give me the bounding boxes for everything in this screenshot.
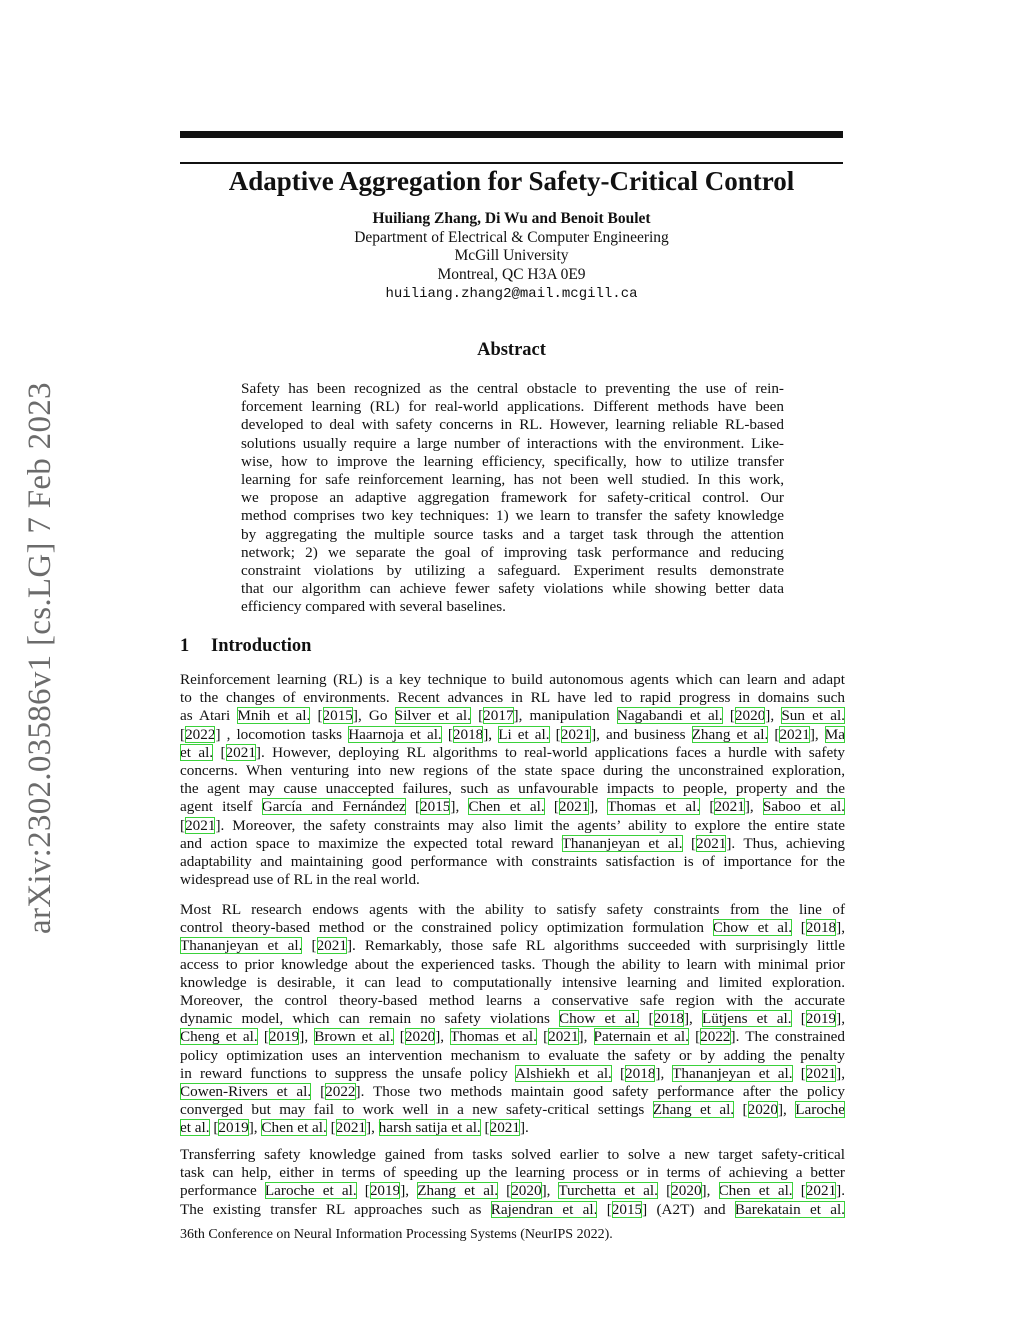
paragraph-text: [ <box>405 798 421 816</box>
citation-link[interactable]: 2018 <box>625 1064 656 1082</box>
paragraph-text: [ <box>257 1028 269 1046</box>
paragraph-text: [ <box>597 1200 612 1218</box>
citation-link[interactable]: Thomas et al. <box>607 798 701 816</box>
citation-link[interactable]: 2021 <box>316 937 347 955</box>
citation-link[interactable]: Zhang et al. <box>691 725 769 743</box>
paragraph-text: [ <box>536 1028 549 1046</box>
citation-link[interactable]: 2022 <box>325 1083 356 1101</box>
conference-footnote: 36th Conference on Neural Information Processing Systems (NeurIPS 2022). <box>180 1227 613 1242</box>
paragraph-line <box>180 1065 845 1083</box>
abstract-line: Safety has been recognized as the central obstacle to preventing the use of rein- <box>241 380 784 397</box>
paragraph-text: [ <box>611 1064 626 1082</box>
abstract-line: solutions usually require a large number of interactions with the environment. Like- <box>241 434 784 452</box>
abstract-body <box>241 380 784 617</box>
paragraph-text: [ <box>792 919 806 937</box>
paragraph-text: [ <box>311 1083 326 1101</box>
paragraph-text: knowledge is desirable, it can lead to computationally intensive learning and limited exploration. <box>180 973 845 991</box>
citation-link[interactable]: Laroche <box>795 1101 845 1119</box>
paragraph-text: concerns. When venturing into new regions of the state space during the unconstrained exploration, <box>180 762 845 780</box>
paragraph-text: and action space to maximize the expected total reward <box>180 834 562 852</box>
arxiv-stamp: arXiv:2302.03586v1 [cs.LG] 7 Feb 2023 <box>22 382 58 934</box>
section-title: Introduction <box>211 636 312 656</box>
paragraph-line <box>180 871 845 889</box>
abstract-line: method comprises two key techniques: 1) we learn to transfer the safety knowledge <box>241 507 784 525</box>
paragraph-text: [ <box>326 1119 336 1137</box>
paragraph-text: [ <box>393 1028 405 1046</box>
paragraph-text: ], Go <box>352 707 395 725</box>
citation-link[interactable]: Turchetta et al. <box>558 1182 658 1200</box>
citation-link[interactable]: 2020 <box>511 1182 542 1200</box>
paragraph-text: ], <box>589 798 608 816</box>
paragraph-text: The existing transfer RL approaches such as <box>180 1200 491 1218</box>
paragraph-text: [ <box>180 816 186 834</box>
citation-link[interactable]: 2020 <box>404 1028 436 1046</box>
section-heading <box>180 634 311 658</box>
citation-link[interactable]: 2021 <box>805 1064 837 1082</box>
citation-link[interactable]: 2018 <box>805 919 837 937</box>
paragraph-text: [ <box>657 1182 672 1200</box>
abstract-line: learning for safe reinforcement learning, has not been well studied. In this work, <box>241 471 784 489</box>
citation-link[interactable]: Chow et al. <box>559 1010 640 1028</box>
paragraph-text: control theory-based method or the constrained policy optimization formulation <box>180 919 713 937</box>
paragraph-text: dynamic model, which can remain no safety violations <box>180 1010 560 1028</box>
abstract-line: network; 2) we separate the goal of improving task performance and reducing <box>241 543 784 561</box>
paragraph-line <box>180 817 845 835</box>
citation-link[interactable]: Haarnoja et al. <box>348 725 442 743</box>
citation-link[interactable]: Thananjeyan et al. <box>672 1064 793 1082</box>
citation-link[interactable]: Thananjeyan et al. <box>180 937 303 955</box>
paragraph-text: [ <box>213 743 226 761</box>
intro-paragraph-3 <box>180 1146 845 1219</box>
citation-link[interactable]: Zhang et al. <box>652 1101 735 1119</box>
citation-link[interactable]: et al. <box>180 743 214 761</box>
abstract-line: forcement learning (RL) for real-world applications. Different methods have been <box>241 398 784 416</box>
paragraph-text: [ <box>700 798 715 816</box>
paragraph-line <box>180 726 845 744</box>
author-city: Montreal, QC H3A 0E9 <box>437 265 586 283</box>
paragraph-text: [ <box>310 707 323 725</box>
paper-title: Adaptive Aggregation for Safety-Critical Control <box>228 166 795 196</box>
citation-link[interactable]: Barekatain et al. <box>734 1200 845 1218</box>
paragraph-line <box>180 707 845 725</box>
intro-paragraph-1 <box>180 671 845 889</box>
citation-link[interactable]: 2015 <box>420 798 451 816</box>
paragraph-line <box>180 919 845 937</box>
paragraph-line <box>180 1101 845 1119</box>
paragraph-text: ], <box>248 1119 262 1137</box>
paragraph-text: [ <box>792 1182 806 1200</box>
paragraph-text: ], <box>777 1101 796 1119</box>
paragraph-text: ], <box>655 1064 673 1082</box>
paragraph-text: [ <box>688 1028 701 1046</box>
paragraph-text: agent itself <box>180 798 262 816</box>
abstract-line: by aggregating the multiple source tasks and a target task through the attention <box>241 525 784 543</box>
paragraph-text: [ <box>356 1182 370 1200</box>
paragraph-text: ], <box>836 1064 845 1082</box>
citation-link[interactable]: Paternain et al. <box>593 1028 689 1046</box>
paragraph-line <box>180 798 845 816</box>
paragraph-text: [ <box>441 725 453 743</box>
paragraph-line <box>180 689 845 707</box>
paragraph-text: Most RL research endows agents with the ability to satisfy safety constraints from the line of <box>180 901 845 918</box>
citation-link[interactable]: Mnih et al. <box>237 707 311 725</box>
citation-link[interactable]: Chen et al. <box>468 798 545 816</box>
paragraph-text: [ <box>791 1010 806 1028</box>
citation-link[interactable]: 2021 <box>185 816 216 834</box>
citation-link[interactable]: 2022 <box>700 1028 731 1046</box>
paragraph-text: Reinforcement learning (RL) is a key technique to build autonomous agents which can learn and adapt <box>180 671 845 688</box>
paragraph-line <box>180 1146 845 1164</box>
paragraph-text: ]. <box>836 1182 846 1200</box>
citation-link[interactable]: 2020 <box>734 707 766 725</box>
citation-link[interactable]: 2021 <box>696 834 727 852</box>
paragraph-text: ], <box>701 1182 719 1200</box>
paragraph-text: task can help, either in terms of speeding up the learning process or in terms of achieving a better <box>180 1164 845 1182</box>
paragraph-text: [ <box>498 1182 512 1200</box>
citation-link[interactable]: 2021 <box>558 798 590 816</box>
paragraph-line <box>180 937 845 955</box>
paragraph-line <box>180 992 845 1010</box>
paragraph-line <box>180 901 845 919</box>
abstract-line: constraint violations by utilizing a safeguard. Experiment results demonstrate <box>241 562 784 580</box>
paragraph-text: widespread use of RL in the real world. <box>180 871 420 889</box>
citation-link[interactable]: 2018 <box>653 1010 684 1028</box>
paragraph-text: ]. Thus, achieving <box>726 834 845 852</box>
paragraph-text: ], <box>366 1119 379 1137</box>
citation-link[interactable]: Brown et al. <box>314 1028 394 1046</box>
paragraph-text: ], <box>450 798 469 816</box>
citation-link[interactable]: 2021 <box>714 798 745 816</box>
paragraph-text: policy optimization uses an intervention mechanism to evaluate the safety or by adding the penalty <box>180 1046 845 1064</box>
citation-link[interactable]: Nagabandi et al. <box>616 707 723 725</box>
paragraph-text: ], <box>400 1182 418 1200</box>
citation-link[interactable]: 2021 <box>805 1182 837 1200</box>
author-university: McGill University <box>454 247 569 264</box>
abstract-heading: Abstract <box>477 340 546 360</box>
paragraph-text: ]. However, deploying RL algorithms to real-world applications faces a hurdle with safety <box>255 743 846 761</box>
paragraph-text: [ <box>549 725 561 743</box>
citation-link[interactable]: Thananjeyan et al. <box>561 834 683 852</box>
citation-link[interactable]: Laroche et al. <box>264 1182 357 1200</box>
citation-link[interactable]: Rajendran et al. <box>490 1200 598 1218</box>
citation-link[interactable]: Chen et al. <box>261 1119 327 1137</box>
citation-link[interactable]: 2019 <box>369 1182 401 1200</box>
paragraph-text: ], <box>541 1182 559 1200</box>
paragraph-text: performance <box>180 1182 265 1200</box>
paragraph-text: [ <box>302 937 317 955</box>
citation-link[interactable]: Ma <box>824 725 845 743</box>
citation-link[interactable]: 2021 <box>560 725 592 743</box>
citation-link[interactable]: 2022 <box>185 725 216 743</box>
paragraph-text: ], <box>299 1028 315 1046</box>
paragraph-line <box>180 1028 845 1046</box>
paragraph-text: ], <box>435 1028 450 1046</box>
paragraph-text: [ <box>722 707 735 725</box>
paragraph-line <box>180 835 845 853</box>
citation-link[interactable]: harsh satija et al. <box>378 1119 481 1137</box>
paragraph-text: ] (A2T) and <box>642 1200 735 1218</box>
citation-link[interactable]: Chen et al. <box>718 1182 793 1200</box>
abstract-line: we propose an adaptive aggregation framework for safety-critical control. Our <box>241 489 784 507</box>
paragraph-line <box>180 1047 845 1065</box>
citation-link[interactable]: 2017 <box>483 707 514 725</box>
citation-link[interactable]: 2019 <box>268 1028 300 1046</box>
paragraph-text: [ <box>470 707 484 725</box>
citation-link[interactable]: 2021 <box>779 725 810 743</box>
paragraph-line <box>180 671 845 689</box>
citation-link[interactable]: Lütjens et al. <box>701 1010 792 1028</box>
paragraph-line <box>180 762 845 780</box>
paragraph-line <box>180 1164 845 1182</box>
citation-link[interactable]: Zhang et al. <box>417 1182 498 1200</box>
paragraph-text: in reward functions to suppress the unsafe policy <box>180 1064 516 1082</box>
paragraph-text: [ <box>209 1119 219 1137</box>
paragraph-text: converged but may fail to work well in a new safety-critical settings <box>180 1101 653 1119</box>
paragraph-text: ], <box>578 1028 594 1046</box>
paragraph-text: ], <box>744 798 763 816</box>
intro-paragraph-2 <box>180 901 845 1138</box>
paragraph-text: ]. Remarkably, those safe RL algorithms succeeded with surprisingly little <box>346 937 845 955</box>
paragraph-line <box>180 974 845 992</box>
author-department: Department of Electrical & Computer Engineering <box>354 228 669 246</box>
paragraph-text: ] , locomotion tasks <box>215 725 349 743</box>
citation-link[interactable]: 2021 <box>225 743 256 761</box>
paragraph-line <box>180 1010 845 1028</box>
author-email[interactable]: huiliang.zhang2@mail.mcgill.ca <box>385 286 638 302</box>
paragraph-text: Moreover, the control theory-based method learns a conservative safe region with the accurate <box>180 992 845 1010</box>
citation-link[interactable]: Silver et al. <box>394 707 471 725</box>
citation-link[interactable]: Saboo et al. <box>762 798 845 816</box>
paragraph-text: [ <box>180 725 186 743</box>
paragraph-text: ], <box>765 707 782 725</box>
citation-link[interactable]: 2020 <box>671 1182 702 1200</box>
paragraph-text: ], <box>836 1010 845 1028</box>
paragraph-line <box>180 1083 845 1101</box>
paragraph-text: ], and business <box>591 725 692 743</box>
citation-link[interactable]: Li et al. <box>498 725 550 743</box>
citation-link[interactable]: 2020 <box>747 1101 778 1119</box>
paragraph-text: to the changes of environments. Recent advances in RL have led to rapid progress in domains such <box>180 689 845 707</box>
abstract-line: that our algorithm can achieve fewer safety violations while showing better data <box>241 580 784 598</box>
paragraph-text: [ <box>480 1119 490 1137</box>
section-number: 1 <box>180 636 190 656</box>
paragraph-line <box>180 1201 845 1219</box>
paragraph-text: ]. The constrained <box>730 1028 846 1046</box>
citation-link[interactable]: 2021 <box>548 1028 579 1046</box>
citation-link[interactable]: García and Fernández <box>261 798 406 816</box>
paragraph-text: ]. Moreover, the safety constraints may also limit the agents’ ability to explore the entire state <box>215 816 845 834</box>
paragraph-text: ], <box>483 725 499 743</box>
paragraph-text: ], <box>836 919 845 937</box>
paragraph-line <box>180 1182 845 1200</box>
paragraph-text: Transferring safety knowledge gained from tasks solved earlier to solve a new target safety-critical <box>180 1146 845 1163</box>
paragraph-text: [ <box>682 834 696 852</box>
citation-link[interactable]: Chow et al. <box>712 919 793 937</box>
abstract-line: wise, how to improve the learning efficiency, specifically, how to utilize transfer <box>241 452 784 470</box>
paragraph-text: ], <box>683 1010 702 1028</box>
paragraph-text: [ <box>639 1010 654 1028</box>
paragraph-text: ]. Those two methods maintain good safety performance after the policy <box>355 1083 845 1101</box>
citation-link[interactable]: 2019 <box>218 1119 249 1137</box>
paragraph-text: [ <box>544 798 559 816</box>
paragraph-line <box>180 853 845 871</box>
paragraph-text: ], manipulation <box>513 707 617 725</box>
citation-link[interactable]: Alshiekh et al. <box>515 1064 612 1082</box>
author-block <box>180 210 843 304</box>
citation-link[interactable]: 2015 <box>611 1200 643 1218</box>
author-names: Huiliang Zhang, Di Wu and Benoit Boulet <box>372 210 651 227</box>
title-top-rule <box>180 131 843 138</box>
paragraph-text: access to prior knowledge about the experienced tasks. Though the ability to learn with minimal prior <box>180 955 845 973</box>
citation-link[interactable]: 2021 <box>489 1119 520 1137</box>
paragraph-line <box>180 1119 845 1137</box>
paragraph-text: as Atari <box>180 707 238 725</box>
abstract-line: developed to deal with safety concerns in RL. However, learning reliable RL-based <box>241 416 784 434</box>
paragraph-text: ], <box>809 725 825 743</box>
citation-link[interactable]: 2015 <box>322 707 353 725</box>
citation-link[interactable]: 2021 <box>335 1119 367 1137</box>
paragraph-text: the agent may cause unaccepted failures, such as unfavourable impacts to people, property and the <box>180 780 845 798</box>
paragraph-text: [ <box>792 1064 806 1082</box>
paragraph-text: ]. <box>519 1119 529 1137</box>
citation-link[interactable]: 2019 <box>805 1010 837 1028</box>
citation-link[interactable]: Sun et al. <box>781 707 845 725</box>
citation-link[interactable]: Cheng et al. <box>180 1028 258 1046</box>
citation-link[interactable]: Cowen-Rivers et al. <box>180 1083 312 1101</box>
citation-link[interactable]: 2018 <box>452 725 484 743</box>
paragraph-text: [ <box>734 1101 748 1119</box>
citation-link[interactable]: et al. <box>180 1119 210 1137</box>
paragraph-line <box>180 956 845 974</box>
citation-link[interactable]: Thomas et al. <box>449 1028 537 1046</box>
abstract-line: efficiency compared with several baselines. <box>241 598 506 616</box>
paragraph-line <box>180 780 845 798</box>
paragraph-line <box>180 744 845 762</box>
paragraph-text: [ <box>768 725 780 743</box>
paragraph-text: adaptability and maintaining good performance with constraints satisfaction is of importance for the <box>180 853 845 871</box>
